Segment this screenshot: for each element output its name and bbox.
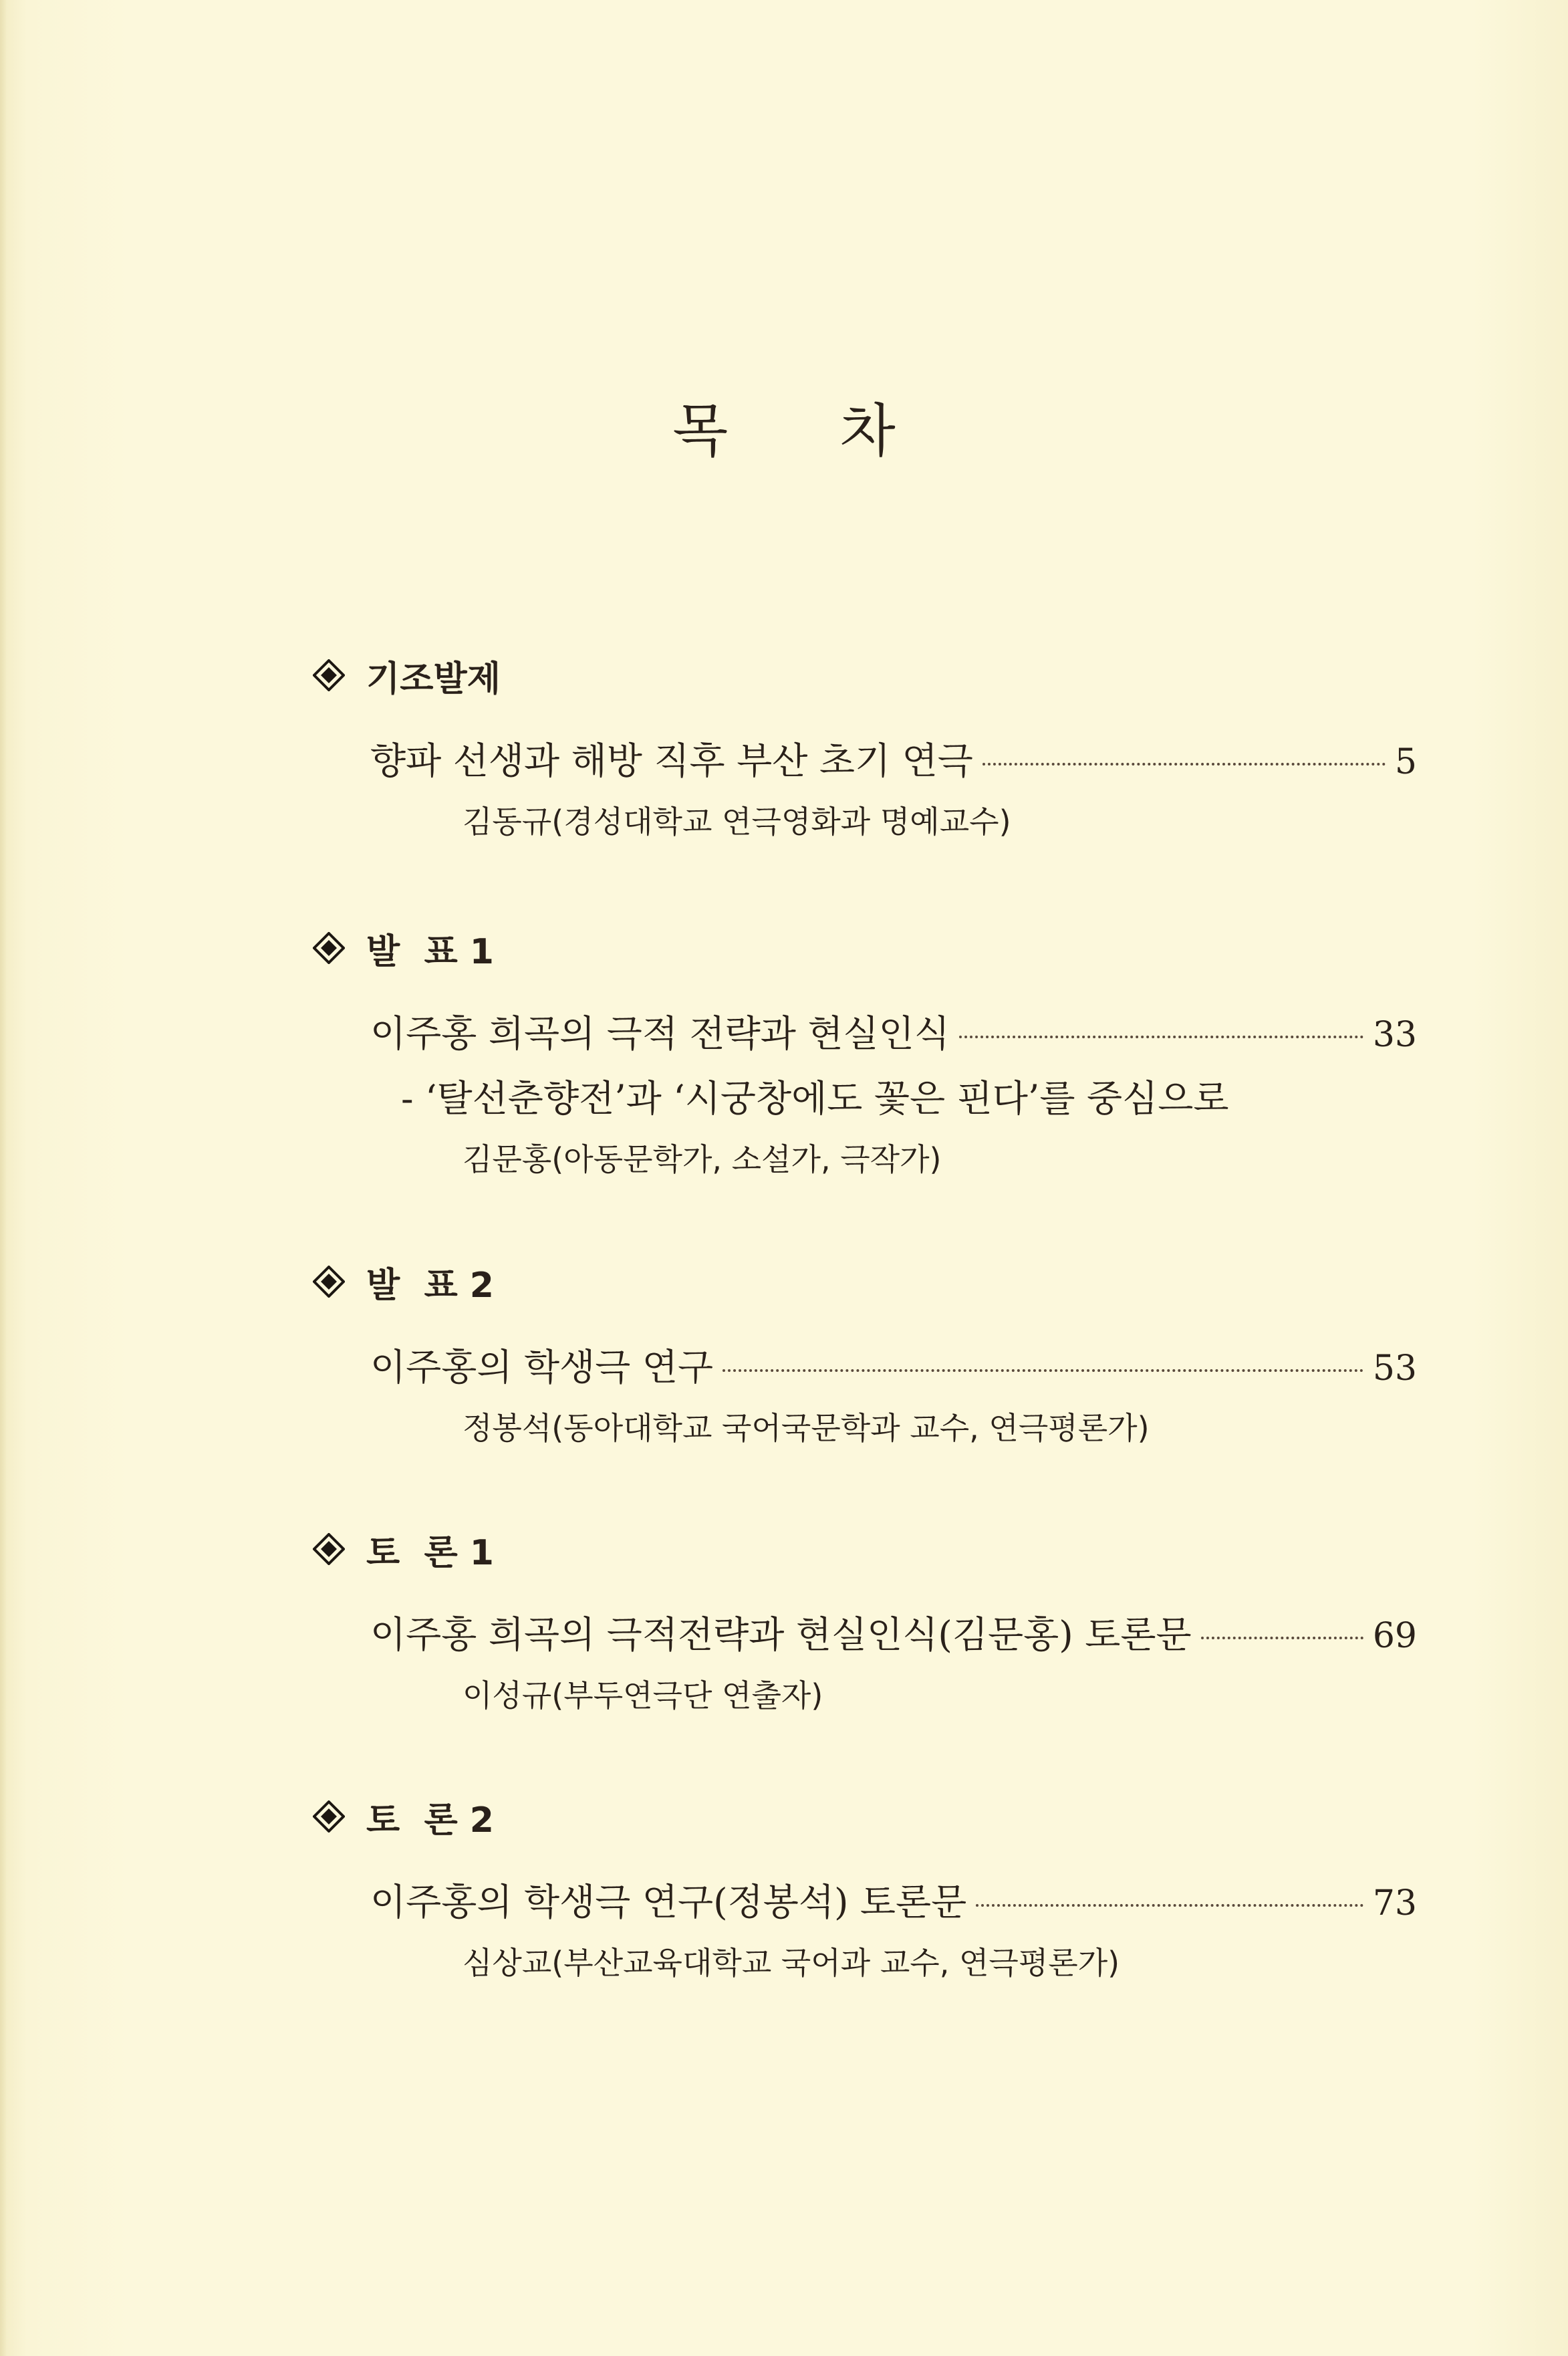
entry-title: 향파 선생과 해방 직후 부산 초기 연극 xyxy=(370,739,973,782)
dot-leader xyxy=(983,763,1386,765)
toc-section-discussion-2 xyxy=(313,1790,1436,1983)
toc-section-keynote xyxy=(313,649,1436,842)
entry-author: 이성규(부두연극단 연출자) xyxy=(463,1677,823,1714)
entry-author: 정봉석(동아대학교 국어국문학과 교수, 연극평론가) xyxy=(463,1410,1150,1446)
toc-entry[interactable] xyxy=(370,1605,1417,1658)
diamond-bullet-icon xyxy=(313,932,345,964)
toc-section-discussion-1 xyxy=(313,1522,1436,1716)
section-label: 기조발제 xyxy=(366,659,501,699)
section-label: 발 표 1 xyxy=(366,931,494,972)
diamond-bullet-icon xyxy=(313,1800,345,1833)
entry-title: 이주홍의 학생극 연구(정봉석) 토론문 xyxy=(370,1881,967,1923)
entry-title: 이주홍의 학생극 연구 xyxy=(370,1346,714,1389)
diamond-bullet-icon xyxy=(313,1266,345,1298)
dot-leader xyxy=(1201,1637,1363,1639)
section-label: 발 표 2 xyxy=(366,1265,494,1306)
section-heading xyxy=(313,1790,1436,1843)
toc-section-presentation-1 xyxy=(313,921,1436,1179)
page-title: 목 차 xyxy=(672,398,942,465)
page-number: 69 xyxy=(1372,1616,1417,1656)
toc-entry[interactable] xyxy=(370,731,1417,784)
entry-author: 심상교(부산교육대학교 국어과 교수, 연극평론가) xyxy=(463,1945,1120,1981)
page-edge-shadow xyxy=(0,0,7,2356)
toc-entry[interactable] xyxy=(370,1004,1417,1057)
section-label: 토 론 1 xyxy=(366,1532,494,1573)
diamond-bullet-icon xyxy=(313,1533,345,1565)
page-number: 73 xyxy=(1372,1883,1417,1923)
section-label: 토 론 2 xyxy=(366,1800,494,1841)
section-heading xyxy=(313,1522,1436,1576)
entry-subtitle: - ‘탈선춘향전’과 ‘시궁창에도 꽃은 핀다’를 중심으로 xyxy=(401,1077,1229,1120)
dot-leader xyxy=(976,1904,1363,1907)
page-number: 33 xyxy=(1372,1015,1417,1055)
entry-title: 이주홍 희곡의 극적 전략과 현실인식 xyxy=(370,1012,950,1055)
diamond-bullet-icon xyxy=(313,659,345,691)
section-heading xyxy=(313,649,1436,702)
section-heading xyxy=(313,921,1436,975)
entry-title: 이주홍 희곡의 극적전략과 현실인식(김문홍) 토론문 xyxy=(370,1613,1192,1656)
dot-leader xyxy=(959,1036,1363,1038)
entry-author: 김문홍(아동문학가, 소설가, 극작가) xyxy=(463,1141,942,1177)
section-heading xyxy=(313,1255,1436,1308)
page-number: 5 xyxy=(1394,742,1417,782)
toc-section-presentation-2 xyxy=(313,1255,1436,1448)
dot-leader xyxy=(723,1369,1363,1372)
entry-author: 김동규(경성대학교 연극영화과 명예교수) xyxy=(463,804,1011,840)
toc-entry[interactable] xyxy=(370,1873,1417,1925)
toc-entry[interactable] xyxy=(370,1338,1417,1391)
page-number: 53 xyxy=(1372,1348,1417,1389)
